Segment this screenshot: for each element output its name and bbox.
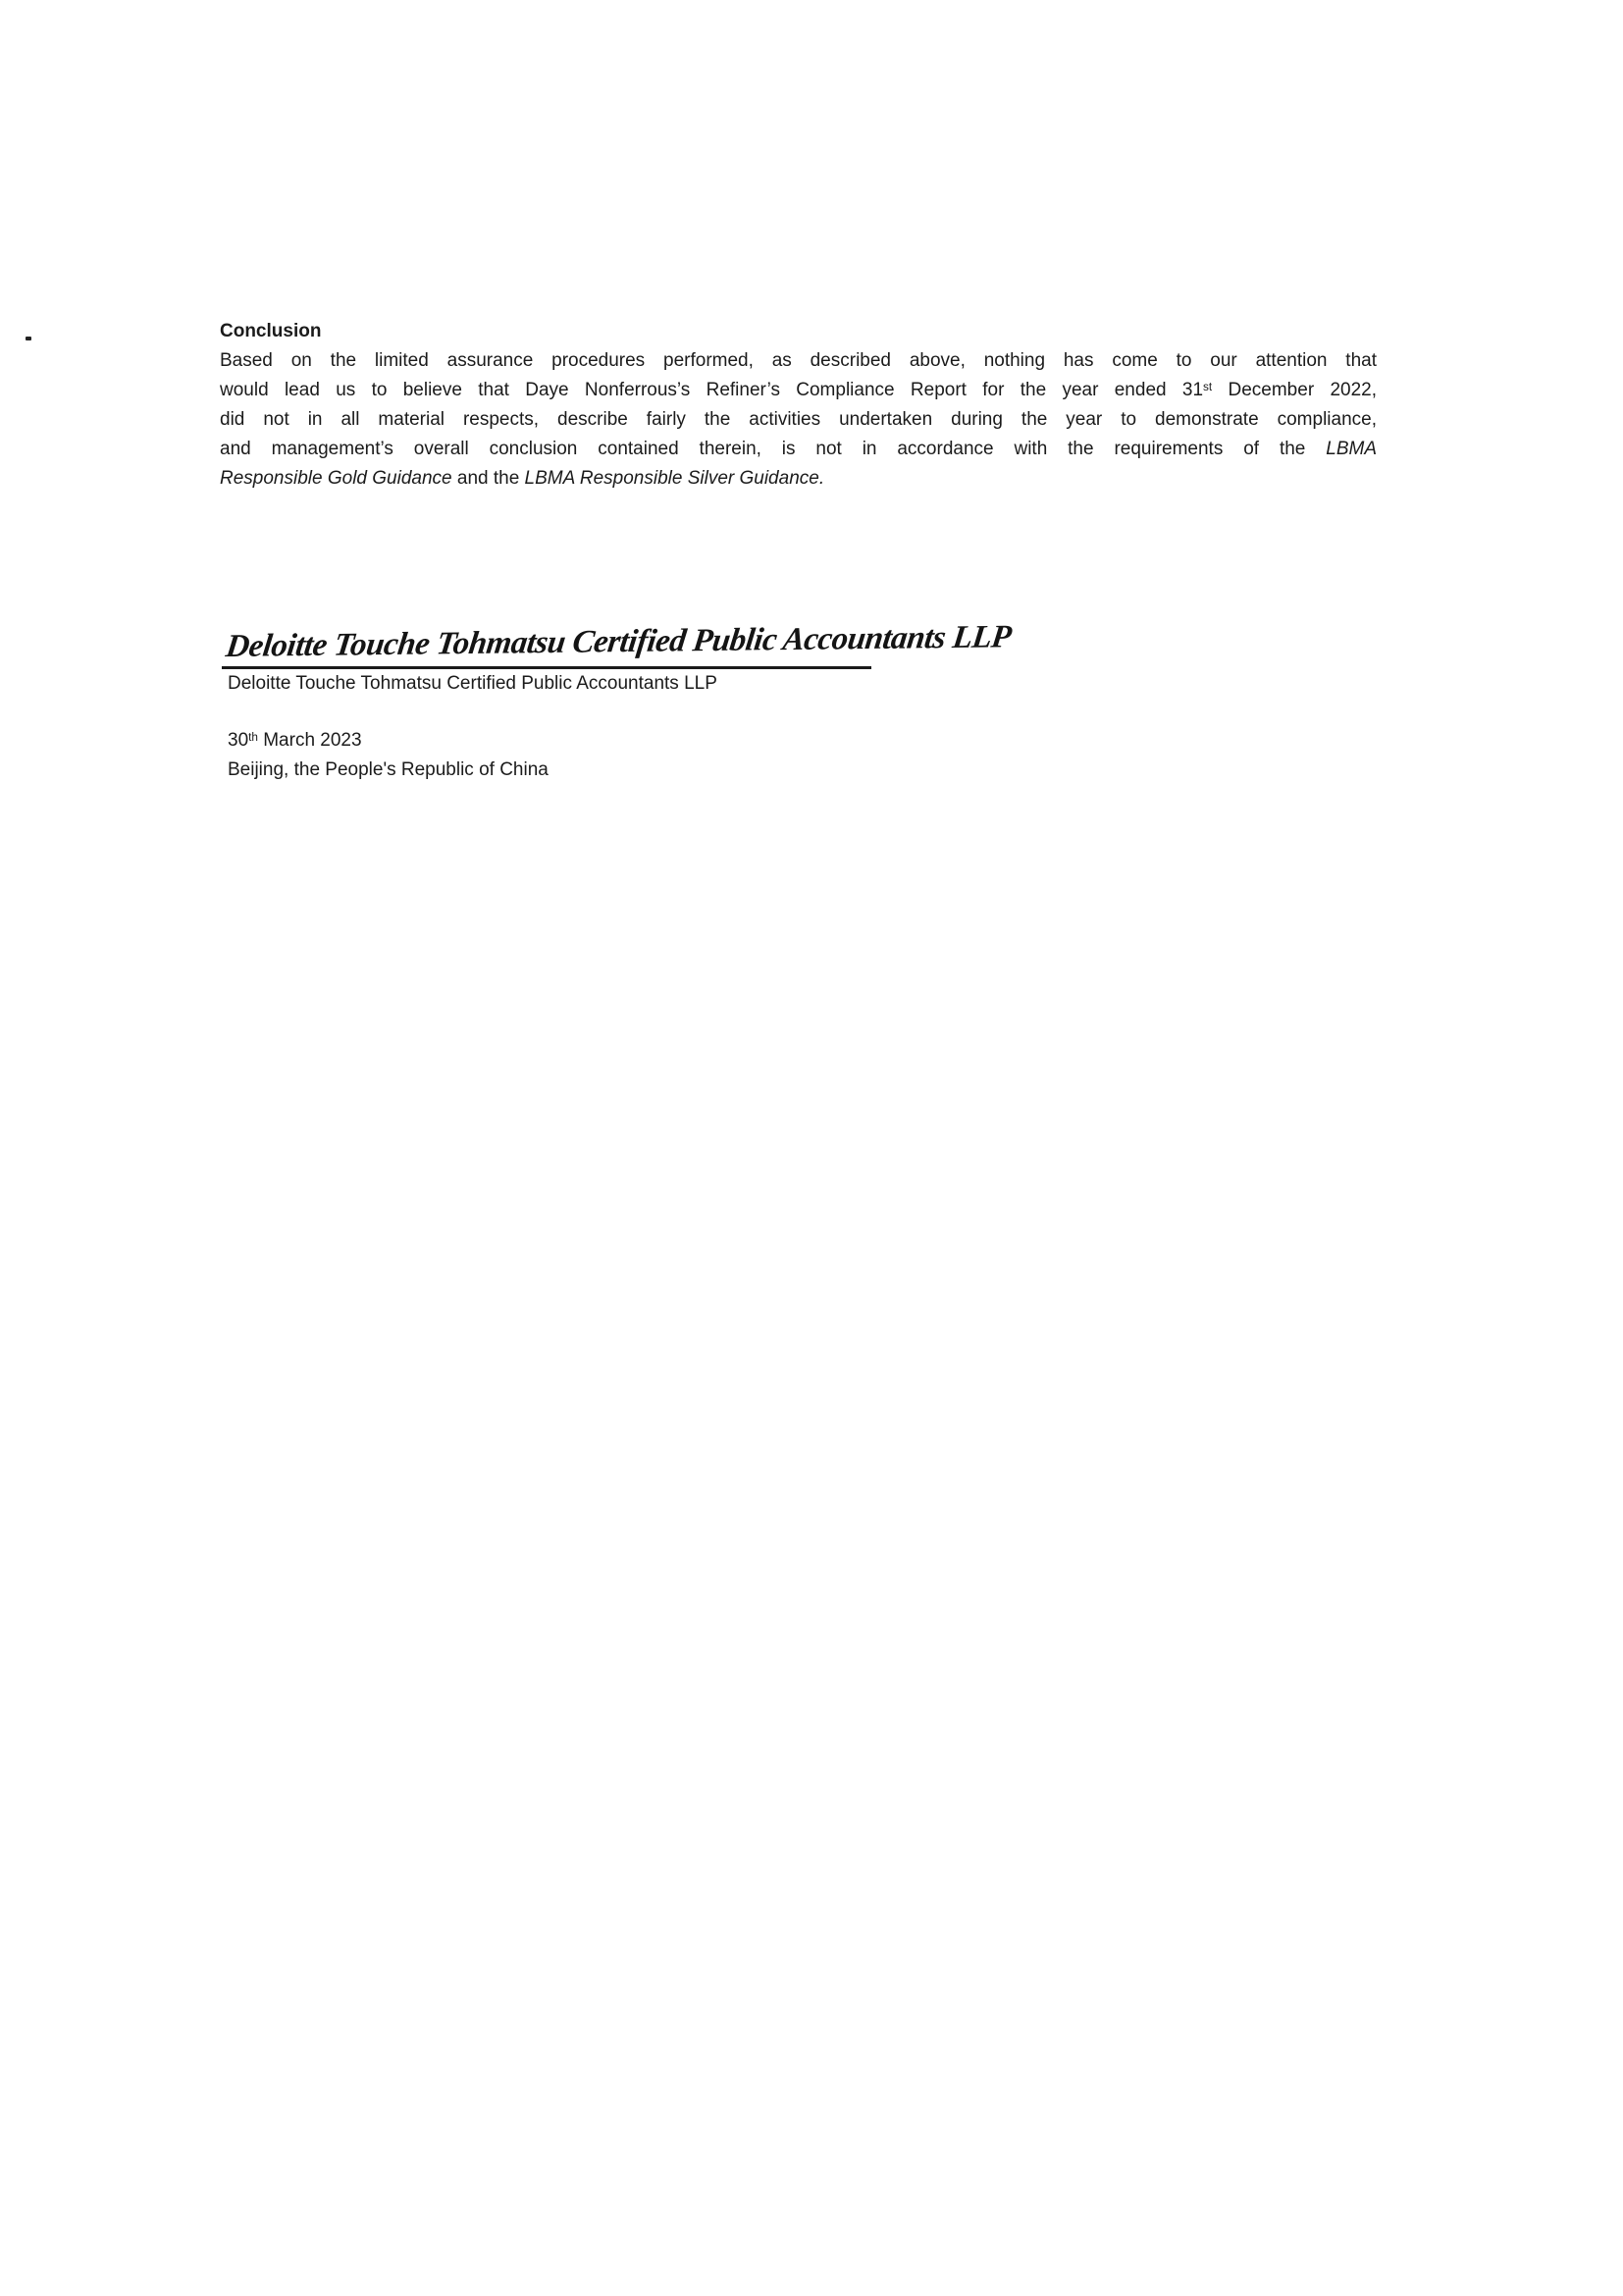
signature-typed-name: Deloitte Touche Tohmatsu Certified Public Accountants LLP <box>228 673 717 694</box>
paragraph-line <box>220 435 1377 464</box>
guidance-title-italic: Responsible Gold Guidance <box>220 468 452 489</box>
guidance-title-italic: LBMA <box>1326 439 1377 459</box>
guidance-title-italic: LBMA Responsible Silver Guidance. <box>524 468 825 489</box>
paragraph-line <box>220 464 1377 494</box>
paragraph-line <box>220 376 1377 405</box>
ordinal-superscript: st <box>1203 380 1213 393</box>
signature-underline <box>222 666 871 669</box>
location-line: Beijing, the People's Republic of China <box>228 759 549 780</box>
conclusion-paragraph <box>220 346 1377 494</box>
paragraph-text: and the <box>451 468 525 489</box>
scan-artifact-dot <box>26 337 31 340</box>
section-heading: Conclusion <box>220 321 322 341</box>
paragraph-line <box>220 405 1377 435</box>
ordinal-superscript: th <box>248 730 258 744</box>
paragraph-text: December 2022, <box>1212 380 1378 400</box>
date-line <box>228 729 362 753</box>
date-rest: March 2023 <box>257 730 362 751</box>
paragraph-text: did not in all material respects, describe fairly the activities undertaken during the year to demonstrate compliance, <box>220 409 1377 430</box>
date-day: 30 <box>228 730 249 751</box>
signature-handwritten: Deloitte Touche Tohmatsu Certified Public Accountants LLP <box>224 619 1014 665</box>
paragraph-text: and management’s overall conclusion contained therein, is not in accordance with the requirements of the <box>220 439 1327 459</box>
paragraph-text: would lead us to believe that Daye Nonferrous’s Refiner’s Compliance Report for the year ended 31 <box>220 380 1204 400</box>
paragraph-text: Based on the limited assurance procedures performed, as described above, nothing has come to our attention that <box>220 350 1377 371</box>
paragraph-line <box>220 346 1377 376</box>
